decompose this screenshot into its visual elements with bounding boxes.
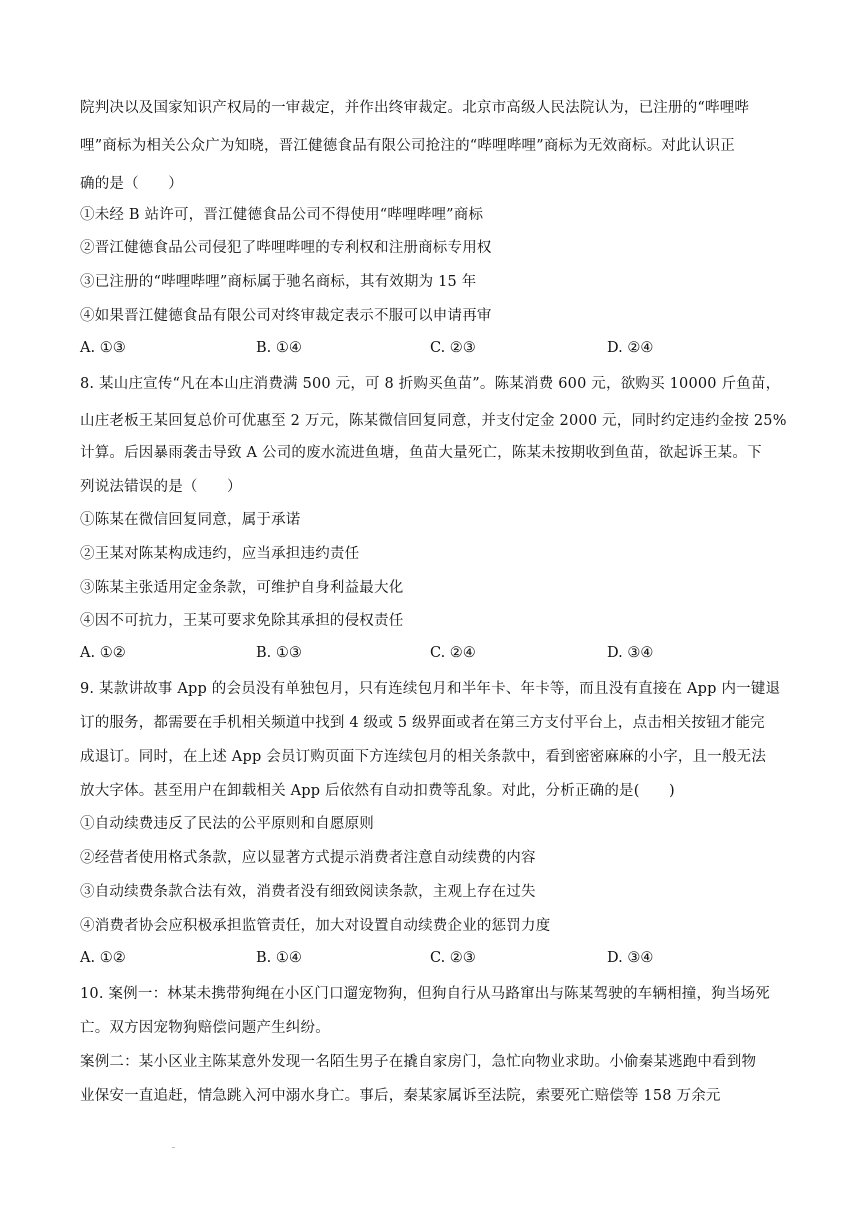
question-8: 8. 某山庄宣传“凡在本山庄消费满 500 元，可 8 折购买鱼苗”。陈某消费 600 元，欲购买 10000 斤鱼苗，: [80, 376, 781, 392]
statement-item: ②经营者使用格式条款，应以显著方式提示消费者注意自动续费的内容: [80, 850, 536, 866]
scan-speck: [172, 1147, 175, 1148]
statement-item: ③陈某主张适用定金条款，可维护自身利益最大化: [80, 580, 404, 596]
statement-item: ④如果晋江健德食品有限公司对终审裁定表示不服可以申请再审: [80, 308, 492, 324]
text-line: 院判决以及国家知识产权局的一审裁定，并作出终审裁定。北京市高级人民法院认为，已注册的“哔哩哔: [80, 100, 750, 116]
text-line: 成退订。同时，在上述 App 会员订购页面下方连续包月的相关条款中，看到密密麻麻的小字，且一般无法: [80, 749, 767, 765]
statement-item: ③自动续费条款合法有效，消费者没有细致阅读条款，主观上存在过失: [80, 884, 536, 900]
option-a: A. ①③: [80, 340, 126, 356]
option-c: C. ②③: [430, 340, 476, 356]
statement-item: ①未经 B 站许可，晋江健德食品公司不得使用“哔哩哔哩”商标: [80, 207, 484, 223]
statement-item: ②王某对陈某构成违约，应当承担违约责任: [80, 546, 360, 562]
option-d: D. ②④: [607, 340, 654, 356]
statement-item: ①自动续费违反了民法的公平原则和自愿原则: [80, 816, 374, 832]
question-9: 9. 某款讲故事 App 的会员没有单独包月，只有连续包月和半年卡、年卡等，而且没有直接在 App 内一键退: [80, 681, 781, 697]
question-stem: 列说法错误的是（ ）: [80, 479, 242, 495]
statement-item: ③已注册的“哔哩哔哩”商标属于驰名商标，其有效期为 15 年: [80, 274, 477, 290]
question-stem: 放大字体。甚至用户在卸载相关 App 后依然有自动扣费等乱象。对此，分析正确的是( ): [80, 783, 675, 799]
option-a: A. ①②: [80, 950, 126, 966]
option-b: B. ①④: [256, 340, 302, 356]
text-line: 订的服务，都需要在手机相关频道中找到 4 级或 5 级界面或者在第三方支付平台上，点击相关按钮才能完: [80, 715, 765, 731]
text-line: 哩”商标为相关公众广为知晓，晋江健德食品有限公司抢注的“哔哩哔哩”商标为无效商标。对此认识正: [80, 138, 735, 154]
option-c: C. ②③: [430, 950, 476, 966]
answer-options: [80, 950, 780, 970]
option-b: B. ①③: [256, 645, 302, 661]
statement-item: ④消费者协会应积极承担监管责任，加大对设置自动续费企业的惩罚力度: [80, 918, 551, 934]
question-10: 10. 案例一：林某未携带狗绳在小区门口遛宠物狗，但狗自行从马路窜出与陈某驾驶的车辆相撞，狗当场死: [80, 986, 770, 1002]
question-stem: 确的是（ ）: [80, 176, 183, 192]
answer-options: [80, 340, 780, 360]
option-d: D. ③④: [607, 645, 654, 661]
text-line: 计算。后因暴雨袭击导致 A 公司的废水流进鱼塘，鱼苗大量死亡，陈某未按期收到鱼苗，欲起诉王某。下: [80, 445, 762, 461]
option-d: D. ③④: [607, 950, 654, 966]
option-c: C. ②④: [430, 645, 476, 661]
text-line: 山庄老板王某回复总价可优惠至 2 万元，陈某微信回复同意，并支付定金 2000 元，同时约定违约金按 25%: [80, 413, 787, 429]
answer-options: [80, 645, 780, 665]
text-line: 案例二：某小区业主陈某意外发现一名陌生男子在撬自家房门，急忙向物业求助。小偷秦某逃跑中看到物: [80, 1054, 757, 1070]
statement-item: ①陈某在微信回复同意，属于承诺: [80, 512, 301, 528]
option-b: B. ①④: [256, 950, 302, 966]
text-line: 亡。双方因宠物狗赔偿问题产生纠纷。: [80, 1020, 330, 1036]
text-line: 业保安一直追赶，情急跳入河中溺水身亡。事后，秦某家属诉至法院，索要死亡赔偿等 158 万余元: [80, 1088, 721, 1104]
statement-item: ②晋江健德食品公司侵犯了哔哩哔哩的专利权和注册商标专用权: [80, 240, 492, 256]
option-a: A. ①②: [80, 645, 126, 661]
statement-item: ④因不可抗力，王某可要求免除其承担的侵权责任: [80, 613, 404, 629]
